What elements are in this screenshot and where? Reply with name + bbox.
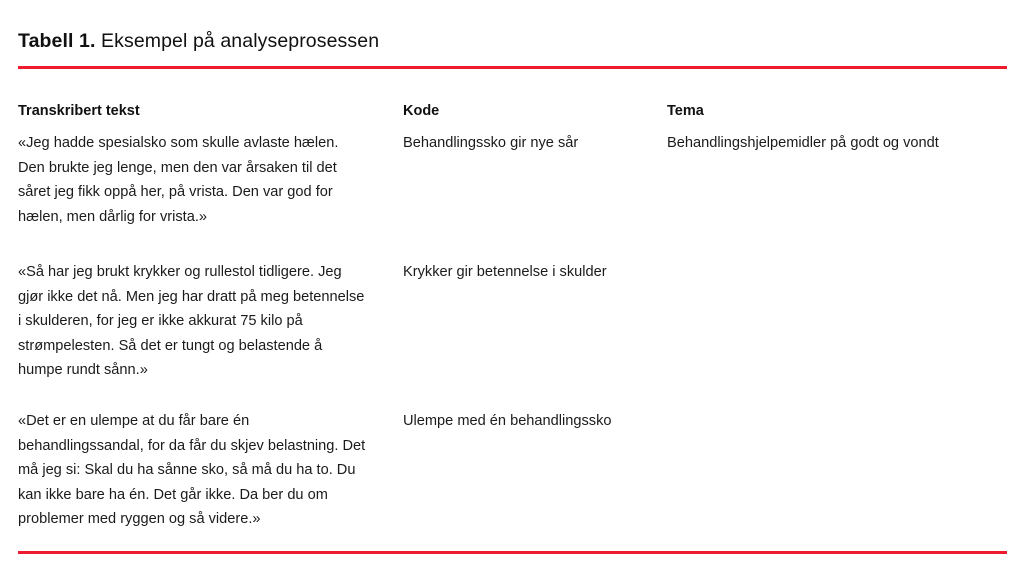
cell-transcript: «Det er en ulempe at du får bare én behandlingssandal, for da får du skjev belastning. Det må jeg si: Skal du ha sånne sko, så må du ha to. Du kan ikke bare ha én. Det går ikke. Da ber du om problemer med ryggen og så videre.» <box>18 413 366 528</box>
cell-code: Ulempe med én behandlingssko <box>403 413 612 429</box>
table-caption-text: Eksempel på analyseprosessen <box>101 30 380 52</box>
column-header-transcript: Transkribert tekst <box>18 103 140 119</box>
cell-transcript: «Så har jeg brukt krykker og rullestol tidligere. Jeg gjør ikke det nå. Men jeg har dratt på meg betennelse i skulderen, for jeg er ikke akkurat 75 kilo på strømpelesten. Så det er tungt og belastende å humpe rundt sånn.» <box>18 264 365 379</box>
table-header-row <box>0 101 1024 123</box>
cell-theme: Behandlingshjelpemidler på godt og vondt <box>667 135 939 151</box>
table-caption <box>18 28 379 54</box>
cell-code: Krykker gir betennelse i skulder <box>403 264 607 280</box>
cell-code: Behandlingssko gir nye sår <box>403 135 579 151</box>
column-header-code: Kode <box>403 103 440 119</box>
table-top-rule <box>18 66 1007 69</box>
cell-transcript: «Jeg hadde spesialsko som skulle avlaste hælen. Den brukte jeg lenge, men den var årsaken til det såret jeg fikk oppå her, på vrista. Den var god for hælen, men dårlig for vrista.» <box>18 135 339 225</box>
table-caption-label: Tabell 1. <box>18 30 96 52</box>
table-bottom-rule <box>18 551 1007 554</box>
column-header-theme: Tema <box>667 103 704 119</box>
